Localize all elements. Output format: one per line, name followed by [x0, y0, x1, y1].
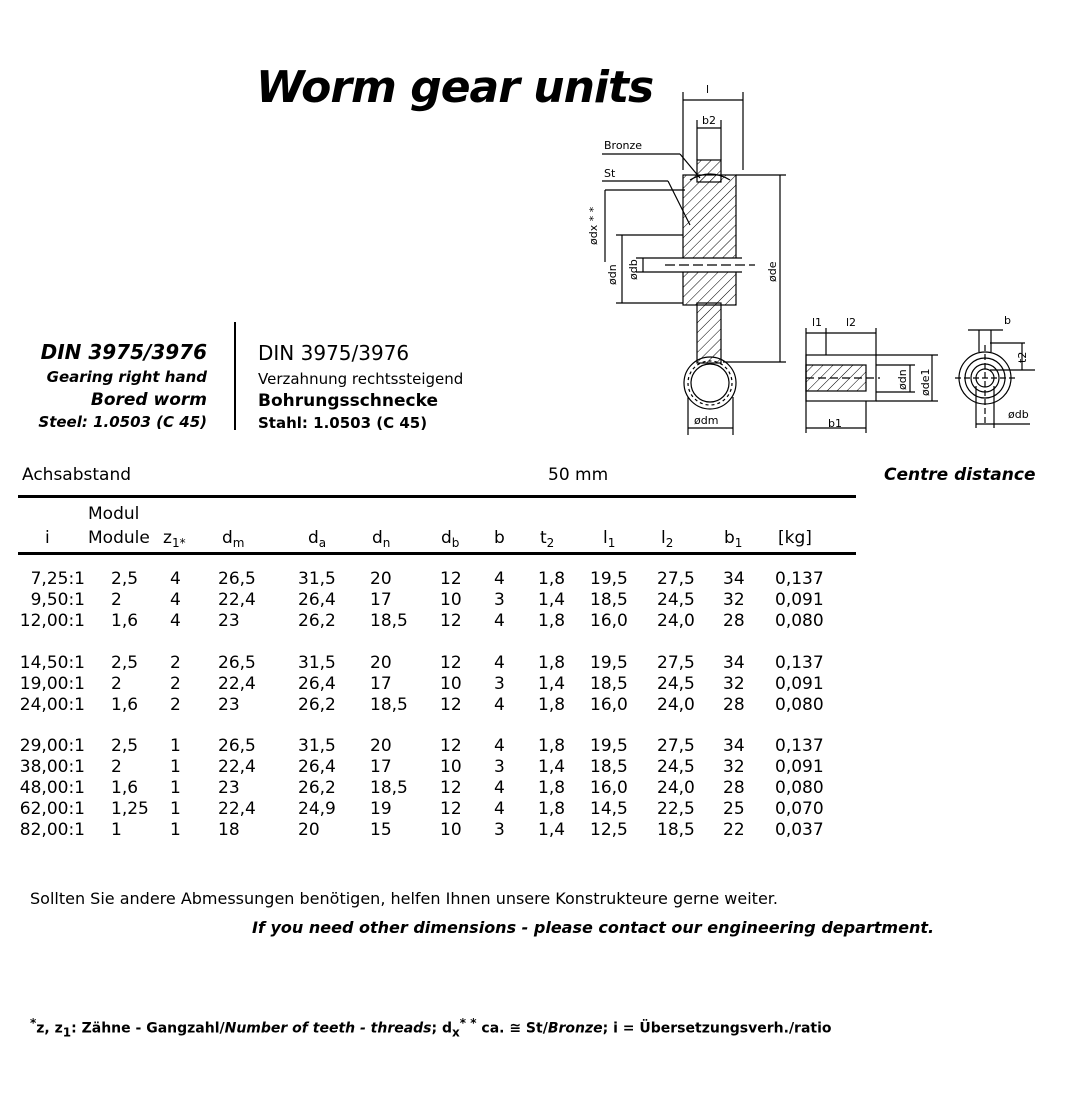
cell-b1: 28 [723, 778, 745, 798]
cell-z1: 4 [170, 590, 181, 610]
cell-da: 20 [298, 820, 320, 840]
cell-ratio: 48,00:1 [19, 778, 85, 798]
cell-l2: 27,5 [657, 653, 695, 673]
cell-module: 2 [111, 757, 122, 777]
cell-db: 12 [440, 778, 462, 798]
type-de: Bohrungsschnecke [258, 391, 439, 411]
cell-ratio: 19,00:1 [19, 674, 85, 694]
cell-da: 31,5 [298, 569, 336, 589]
steel-en: Steel: 1.0503 (C 45) [38, 413, 207, 431]
cell-l2: 18,5 [657, 820, 695, 840]
cell-dm: 23 [218, 611, 240, 631]
cell-module: 1,6 [111, 611, 139, 631]
cell-l1: 19,5 [590, 736, 628, 756]
cell-weight: 0,137 [775, 569, 824, 589]
cell-b1: 34 [723, 736, 745, 756]
header-db: $d_b$ [441, 528, 460, 550]
centre-distance-label-de: Achsabstand [22, 465, 132, 485]
cell-dm: 26,5 [218, 569, 256, 589]
cell-da: 26,4 [298, 674, 336, 694]
cell-weight: 0,137 [775, 736, 824, 756]
cell-b: 4 [494, 736, 505, 756]
cell-t2: 1,8 [538, 653, 566, 673]
cell-b1: 28 [723, 695, 745, 715]
dim-de: øde [766, 261, 779, 282]
cell-db: 12 [440, 653, 462, 673]
cell-l1: 19,5 [590, 653, 628, 673]
cell-l1: 18,5 [590, 590, 628, 610]
cell-weight: 0,070 [775, 799, 824, 819]
cell-db: 12 [440, 695, 462, 715]
cell-db: 10 [440, 590, 462, 610]
cell-module: 1,25 [111, 799, 149, 819]
cell-module: 1,6 [111, 695, 139, 715]
page-title: Worm gear units [256, 62, 654, 113]
cell-dm: 26,5 [218, 653, 256, 673]
cell-b: 3 [494, 820, 505, 840]
header-l2: $l_2$ [661, 528, 674, 550]
header-l1: $l_1$ [603, 528, 616, 550]
cell-l1: 19,5 [590, 569, 628, 589]
cell-t2: 1,8 [538, 611, 566, 631]
note-en: If you need other dimensions - please contact our engineering department. [252, 918, 935, 937]
dim-dn-side: ødn [896, 369, 909, 390]
cell-l1: 12,5 [590, 820, 628, 840]
cell-weight: 0,080 [775, 778, 824, 798]
cell-z1: 1 [170, 778, 181, 798]
header-dn: $d_n$ [372, 528, 391, 550]
dim-l1: l1 [812, 316, 823, 329]
cell-t2: 1,8 [538, 569, 566, 589]
cell-b: 3 [494, 674, 505, 694]
cell-b1: 34 [723, 569, 745, 589]
label-st: St [604, 167, 616, 180]
cell-module: 2,5 [111, 569, 139, 589]
cell-t2: 1,8 [538, 736, 566, 756]
cell-b: 4 [494, 611, 505, 631]
cell-db: 12 [440, 736, 462, 756]
cell-l2: 22,5 [657, 799, 695, 819]
cell-dn: 18,5 [370, 778, 408, 798]
cell-module: 1,6 [111, 778, 139, 798]
cell-b: 3 [494, 590, 505, 610]
cell-weight: 0,080 [775, 695, 824, 715]
cell-db: 10 [440, 820, 462, 840]
type-en: Bored worm [90, 390, 207, 410]
cell-l2: 24,0 [657, 611, 695, 631]
cell-z1: 2 [170, 653, 181, 673]
technical-drawing [0, 0, 1077, 460]
cell-l2: 24,5 [657, 590, 695, 610]
cell-b1: 32 [723, 590, 745, 610]
cell-ratio: 29,00:1 [19, 736, 85, 756]
cell-l2: 27,5 [657, 736, 695, 756]
cell-b: 3 [494, 757, 505, 777]
dim-t2: t2 [1016, 351, 1029, 363]
cell-b: 4 [494, 695, 505, 715]
cell-da: 26,2 [298, 611, 336, 631]
label-bronze: Bronze [604, 139, 643, 152]
note-de: Sollten Sie andere Abmessungen benötigen, helfen Ihnen unsere Konstrukteure gerne weiter. [30, 889, 778, 908]
header-dm: $d_m$ [222, 528, 245, 550]
cell-weight: 0,137 [775, 653, 824, 673]
table-top-rule [18, 495, 856, 498]
cell-weight: 0,091 [775, 590, 824, 610]
gearing-en: Gearing right hand [46, 368, 207, 386]
cell-ratio: 38,00:1 [19, 757, 85, 777]
header-i: i [45, 528, 50, 548]
cell-module: 2 [111, 674, 122, 694]
header-z1: $z_{1*}$ [163, 528, 186, 550]
centre-distance-value: 50 mm [548, 465, 609, 485]
din-standard-de: DIN 3975/3976 [258, 341, 410, 365]
cell-ratio: 9,50:1 [30, 590, 85, 610]
cell-dn: 18,5 [370, 611, 408, 631]
cell-b1: 32 [723, 757, 745, 777]
cell-z1: 1 [170, 799, 181, 819]
dim-db-end: ødb [1008, 408, 1029, 421]
cell-z1: 2 [170, 695, 181, 715]
cell-b1: 34 [723, 653, 745, 673]
cell-db: 12 [440, 569, 462, 589]
cell-dm: 23 [218, 695, 240, 715]
cell-ratio: 82,00:1 [19, 820, 85, 840]
cell-z1: 4 [170, 611, 181, 631]
footnote: *z, $z_1$: Zähne - Gangzahl/Number of teeth - threads; $d_x^{* *}$ ca. ≅ St/Bronze; i = Übersetzungsverh./ratio [30, 1016, 832, 1040]
dim-l2: l2 [846, 316, 857, 329]
cell-l2: 24,5 [657, 757, 695, 777]
cell-b1: 22 [723, 820, 745, 840]
cell-dn: 20 [370, 736, 392, 756]
cell-ratio: 7,25:1 [30, 569, 85, 589]
cell-dm: 22,4 [218, 799, 256, 819]
cell-l2: 27,5 [657, 569, 695, 589]
cell-da: 26,2 [298, 778, 336, 798]
cell-b: 4 [494, 778, 505, 798]
cell-module: 2 [111, 590, 122, 610]
cell-b1: 28 [723, 611, 745, 631]
dim-b: b [1004, 314, 1011, 327]
cell-dm: 23 [218, 778, 240, 798]
cell-dn: 20 [370, 569, 392, 589]
dim-dm: ødm [694, 414, 719, 427]
cell-dm: 22,4 [218, 590, 256, 610]
din-standard-en: DIN 3975/3976 [40, 340, 207, 364]
cell-weight: 0,091 [775, 674, 824, 694]
cell-t2: 1,4 [538, 590, 566, 610]
bronze-rim [697, 160, 721, 182]
cell-dm: 22,4 [218, 757, 256, 777]
cell-dm: 22,4 [218, 674, 256, 694]
gearing-de: Verzahnung rechtssteigend [258, 370, 464, 388]
header-t2: $t_2$ [540, 528, 555, 550]
dim-b1: b1 [828, 417, 842, 430]
cell-ratio: 12,00:1 [19, 611, 85, 631]
cell-l1: 16,0 [590, 695, 628, 715]
cell-weight: 0,037 [775, 820, 824, 840]
cell-module: 1 [111, 820, 122, 840]
cell-l2: 24,5 [657, 674, 695, 694]
header-da: $d_a$ [308, 528, 327, 550]
header-b: b [494, 528, 505, 548]
cell-l1: 14,5 [590, 799, 628, 819]
cell-l1: 16,0 [590, 611, 628, 631]
cell-b1: 25 [723, 799, 745, 819]
table-header-rule [18, 552, 856, 555]
dim-dx: ødx * * [587, 206, 600, 245]
header-kg: [kg] [778, 528, 812, 548]
cell-db: 10 [440, 674, 462, 694]
dim-db: ødb [627, 259, 640, 280]
cell-z1: 1 [170, 757, 181, 777]
cell-weight: 0,091 [775, 757, 824, 777]
cell-dn: 20 [370, 653, 392, 673]
cell-t2: 1,4 [538, 674, 566, 694]
cell-b: 4 [494, 799, 505, 819]
cell-ratio: 24,00:1 [19, 695, 85, 715]
cell-db: 10 [440, 757, 462, 777]
cell-ratio: 14,50:1 [19, 653, 85, 673]
dim-dn: ødn [606, 264, 619, 285]
cell-module: 2,5 [111, 736, 139, 756]
steel-de: Stahl: 1.0503 (C 45) [258, 414, 428, 432]
header-module: Module [88, 528, 150, 548]
cell-t2: 1,4 [538, 757, 566, 777]
cell-module: 2,5 [111, 653, 139, 673]
cell-dn: 19 [370, 799, 392, 819]
hub [697, 303, 721, 363]
cell-da: 26,4 [298, 757, 336, 777]
header-b1: $b_1$ [724, 528, 743, 550]
cell-db: 12 [440, 611, 462, 631]
dim-l: l [706, 83, 710, 96]
cell-l1: 18,5 [590, 674, 628, 694]
cell-t2: 1,8 [538, 778, 566, 798]
cell-l1: 18,5 [590, 757, 628, 777]
cell-t2: 1,8 [538, 799, 566, 819]
cell-z1: 1 [170, 820, 181, 840]
cell-l2: 24,0 [657, 695, 695, 715]
cell-da: 26,4 [298, 590, 336, 610]
cell-b1: 32 [723, 674, 745, 694]
cell-dm: 18 [218, 820, 240, 840]
header-modul: Modul [88, 504, 140, 524]
cell-dn: 17 [370, 674, 392, 694]
cell-dn: 17 [370, 757, 392, 777]
cell-t2: 1,8 [538, 695, 566, 715]
cell-t2: 1,4 [538, 820, 566, 840]
cell-z1: 4 [170, 569, 181, 589]
centre-distance-label-en: Centre distance [884, 465, 1036, 485]
cell-l2: 24,0 [657, 778, 695, 798]
cell-ratio: 62,00:1 [19, 799, 85, 819]
cell-l1: 16,0 [590, 778, 628, 798]
cell-weight: 0,080 [775, 611, 824, 631]
cell-dm: 26,5 [218, 736, 256, 756]
cell-db: 12 [440, 799, 462, 819]
cell-da: 31,5 [298, 736, 336, 756]
cell-dn: 18,5 [370, 695, 408, 715]
cell-z1: 1 [170, 736, 181, 756]
dim-b2: b2 [702, 114, 716, 127]
dim-de1: øde1 [919, 368, 932, 396]
cell-b: 4 [494, 569, 505, 589]
cell-da: 24,9 [298, 799, 336, 819]
cell-da: 31,5 [298, 653, 336, 673]
wheel-section [683, 175, 736, 305]
cell-dn: 15 [370, 820, 392, 840]
cell-da: 26,2 [298, 695, 336, 715]
cell-dn: 17 [370, 590, 392, 610]
cell-b: 4 [494, 653, 505, 673]
cell-z1: 2 [170, 674, 181, 694]
